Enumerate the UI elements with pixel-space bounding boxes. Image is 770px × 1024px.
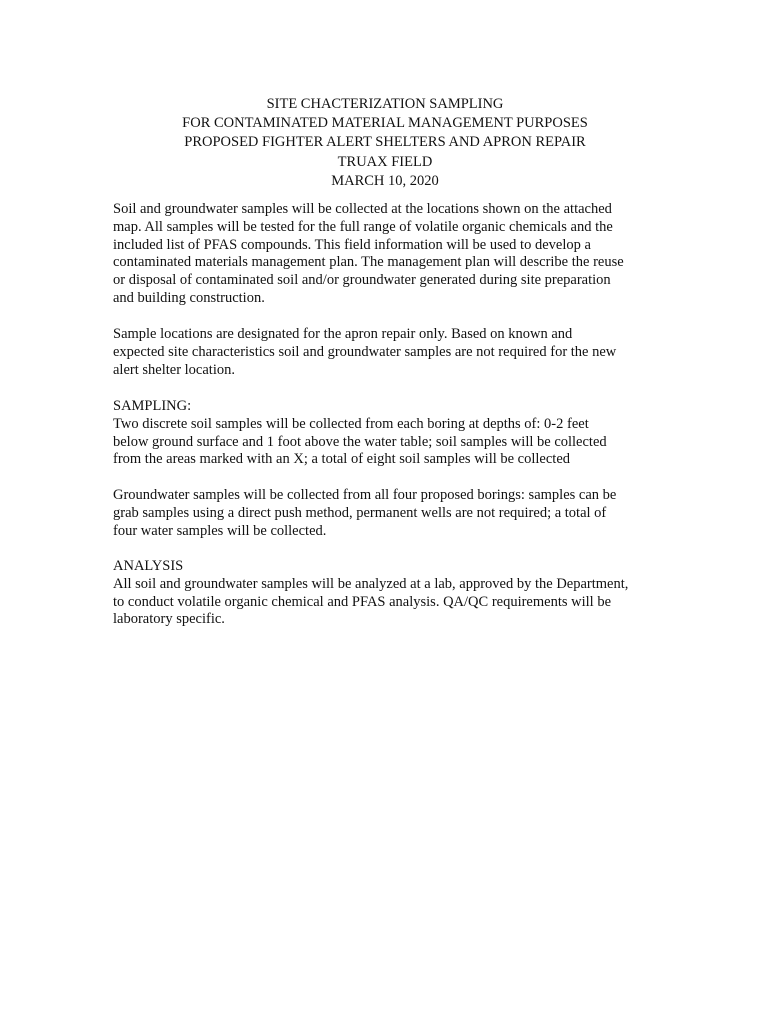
text-line: grab samples using a direct push method, permanent wells are not required; a total of [113, 504, 607, 521]
text-line: and building construction. [113, 289, 265, 306]
title-line: FOR CONTAMINATED MATERIAL MANAGEMENT PURPOSES [182, 115, 588, 132]
text-line: Groundwater samples will be collected from all four proposed borings: samples can be [113, 487, 617, 503]
text-line: contaminated materials management plan. The management plan will describe the reuse [113, 254, 624, 271]
text-line: All soil and groundwater samples will be analyzed at a lab, approved by the Department, [113, 575, 629, 592]
text-line: laboratory specific. [113, 611, 225, 628]
text-line: Sample locations are designated for the apron repair only. Based on known and [113, 326, 573, 342]
text-line: to conduct volatile organic chemical and PFAS analysis. QA/QC requirements will be [113, 593, 611, 610]
groundwater-paragraph [113, 487, 658, 540]
title-line: MARCH 10, 2020 [331, 172, 439, 189]
analysis-section [113, 558, 658, 629]
title-line: TRUAX FIELD [337, 153, 433, 170]
text-line: below ground surface and 1 foot above the water table; soil samples will be collected [113, 433, 607, 450]
section-heading: ANALYSIS [113, 558, 184, 574]
title-line: SITE CHACTERIZATION SAMPLING [266, 96, 504, 112]
text-line: included list of PFAS compounds. This field information will be used to develop a [113, 236, 591, 253]
section-heading: SAMPLING: [113, 398, 192, 414]
sampling-section [113, 398, 658, 469]
text-line: alert shelter location. [113, 361, 235, 378]
intro-paragraph [113, 201, 658, 308]
text-line: expected site characteristics soil and groundwater samples are not required for the new [113, 343, 617, 360]
title-line: PROPOSED FIGHTER ALERT SHELTERS AND APRON REPAIR [184, 134, 586, 151]
text-line: four water samples will be collected. [113, 522, 327, 539]
text-line: Soil and groundwater samples will be collected at the locations shown on the attached [113, 201, 612, 217]
text-line: from the areas marked with an X; a total of eight soil samples will be collected [113, 451, 571, 468]
document-title [100, 95, 670, 191]
text-line: map. All samples will be tested for the full range of volatile organic chemicals and the [113, 218, 613, 235]
text-line: Two discrete soil samples will be collected from each boring at depths of: 0-2 feet [113, 415, 589, 432]
text-line: or disposal of contaminated soil and/or groundwater generated during site preparation [113, 272, 611, 289]
locations-paragraph [113, 326, 658, 379]
